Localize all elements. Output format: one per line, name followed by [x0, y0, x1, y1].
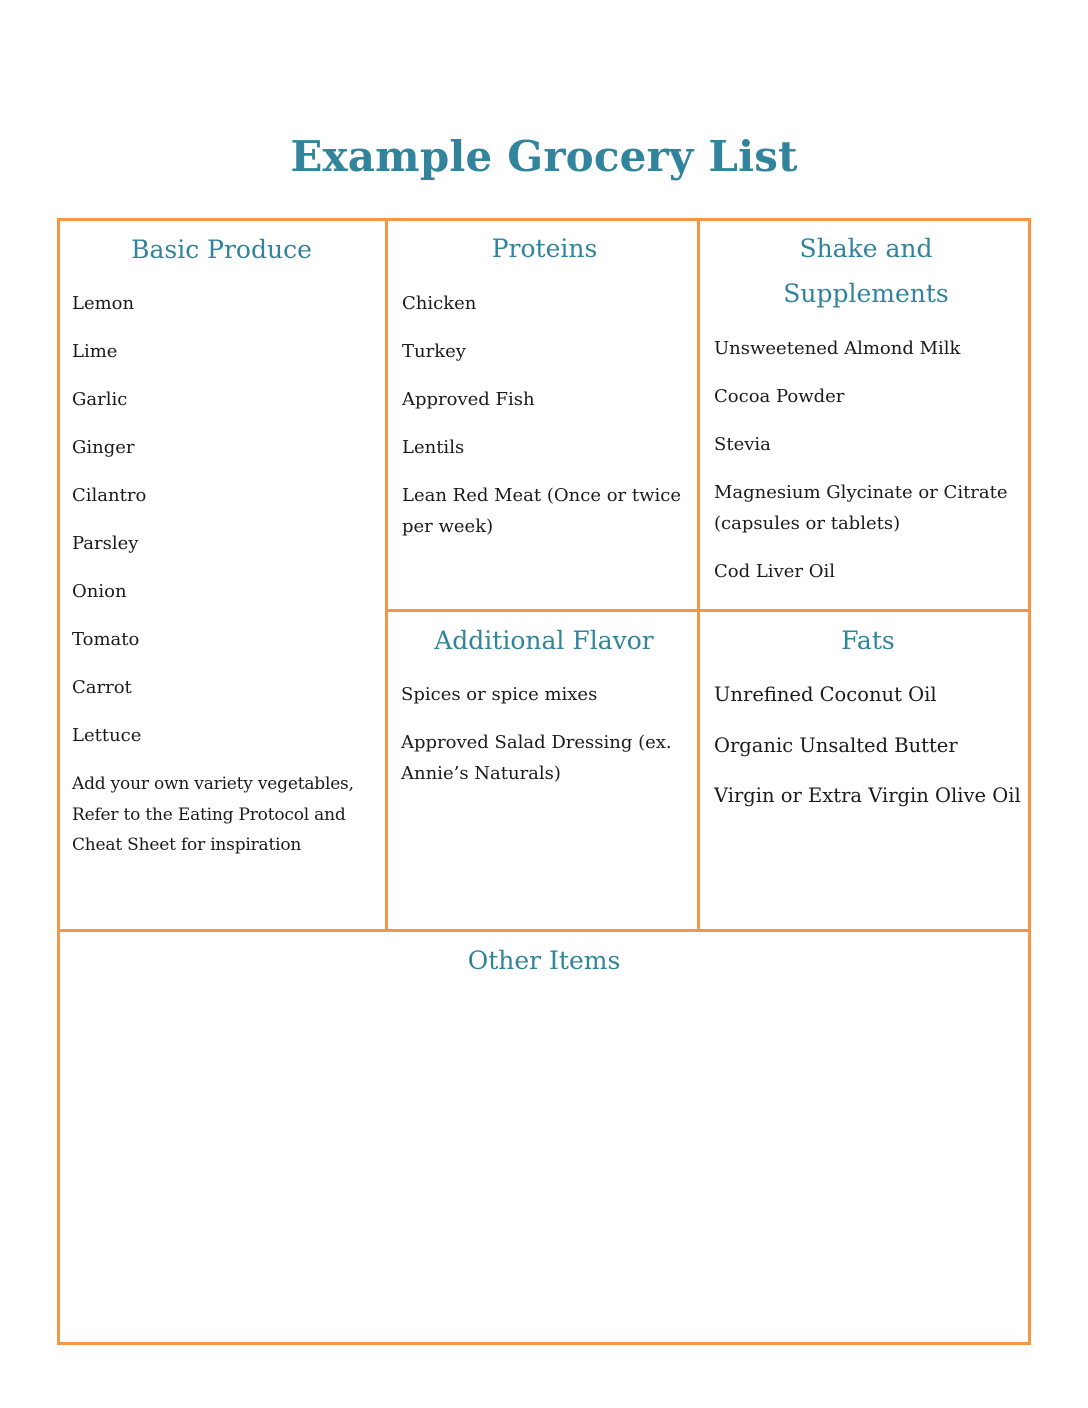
- section-heading: Basic Produce: [131, 235, 312, 264]
- list-item: Lime: [72, 341, 118, 362]
- border-middle-full: [57, 929, 1031, 932]
- list-item: Stevia: [714, 434, 771, 455]
- list-item: Add your own variety vegetables, Refer to the Eating Protocol and Cheat Sheet for inspiration: [72, 774, 354, 855]
- list-item: Organic Unsalted Butter: [714, 733, 958, 757]
- list-item: Virgin or Extra Virgin Olive Oil: [714, 784, 1021, 807]
- list-item: Unsweetened Almond Milk: [714, 338, 961, 359]
- list-item: Cocoa Powder: [714, 386, 845, 407]
- list-item: Approved Fish: [402, 389, 535, 410]
- section-heading: Other Items: [467, 946, 621, 975]
- list-item: Cilantro: [72, 485, 147, 506]
- section-additional-flavor: [388, 618, 697, 807]
- list-item: Unrefined Coconut Oil: [714, 683, 937, 706]
- section-other-items: [60, 938, 1028, 983]
- border-middle-right: [386, 609, 1031, 612]
- section-basic-produce: [60, 227, 385, 878]
- list-item: Lentils: [402, 437, 465, 458]
- list-item: Lemon: [72, 293, 135, 314]
- list-item: Ginger: [72, 437, 135, 458]
- list-item: Onion: [72, 581, 127, 602]
- grocery-grid: [57, 218, 1031, 1345]
- border-top: [57, 218, 1031, 221]
- list-item: Approved Salad Dressing (ex. Annie’s Naturals): [401, 732, 672, 784]
- list-item: Carrot: [72, 677, 132, 698]
- page-title: Example Grocery List: [290, 132, 798, 181]
- section-heading: Proteins: [491, 234, 598, 263]
- section-heading: Shake and Supplements: [783, 234, 949, 308]
- border-right: [1028, 218, 1031, 1345]
- section-heading: Additional Flavor: [434, 626, 654, 655]
- list-item: Lettuce: [72, 725, 142, 746]
- list-item: Lean Red Meat (Once or twice per week): [402, 485, 681, 537]
- section-heading: Fats: [841, 626, 895, 655]
- list-item: Magnesium Glycinate or Citrate (capsules or tablets): [714, 482, 1008, 534]
- list-item: Spices or spice mixes: [401, 684, 598, 705]
- border-bottom: [57, 1342, 1031, 1345]
- section-fats: [700, 618, 1028, 832]
- section-shake-supplements: [700, 226, 1028, 605]
- list-item: Cod Liver Oil: [714, 560, 835, 582]
- section-proteins: [388, 226, 697, 560]
- list-item: Chicken: [402, 293, 477, 314]
- list-item: Garlic: [72, 389, 128, 410]
- list-item: Tomato: [72, 629, 140, 650]
- list-item: Parsley: [72, 533, 139, 554]
- list-item: Turkey: [402, 341, 466, 362]
